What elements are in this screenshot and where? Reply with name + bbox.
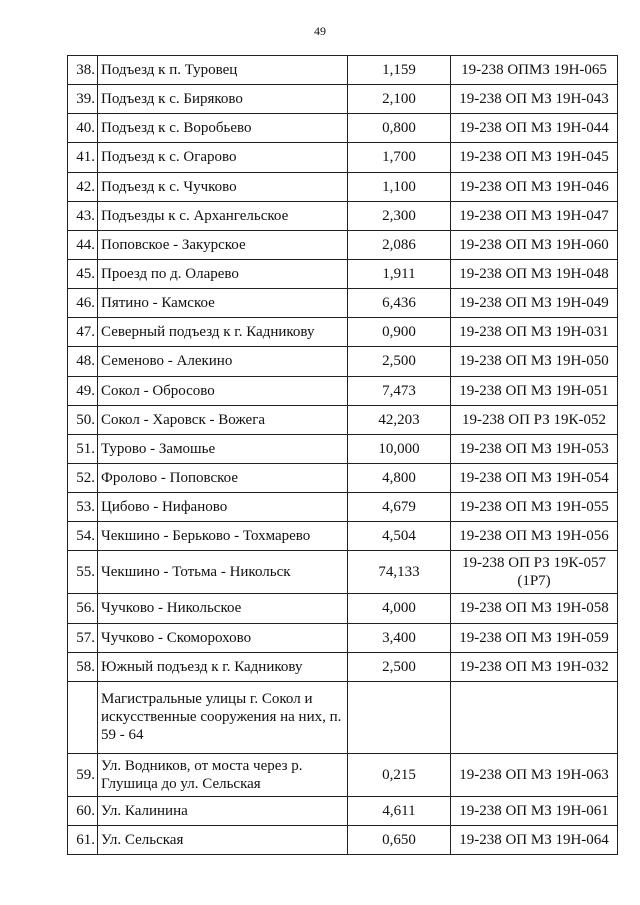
row-number: 54. (68, 522, 98, 551)
road-name: Семеново - Алекино (98, 347, 348, 376)
row-number: 48. (68, 347, 98, 376)
row-number: 40. (68, 114, 98, 143)
road-code: 19-238 ОП МЗ 19Н-050 (451, 347, 618, 376)
road-name: Пятино - Камское (98, 289, 348, 318)
roads-table (67, 55, 618, 855)
row-number: 52. (68, 463, 98, 492)
table-row (68, 201, 618, 230)
road-code: 19-238 ОП МЗ 19Н-046 (451, 172, 618, 201)
road-length: 0,650 (348, 825, 451, 854)
road-length (348, 681, 451, 753)
road-code: 19-238 ОП МЗ 19Н-053 (451, 434, 618, 463)
row-number: 47. (68, 318, 98, 347)
road-name: Подъезд к с. Огарово (98, 143, 348, 172)
row-number: 50. (68, 405, 98, 434)
row-number: 38. (68, 56, 98, 85)
section-header-row (68, 681, 618, 753)
table-row (68, 753, 618, 796)
road-code: 19-238 ОПМЗ 19Н-065 (451, 56, 618, 85)
table-row (68, 318, 618, 347)
road-code: 19-238 ОП МЗ 19Н-032 (451, 652, 618, 681)
table-row (68, 796, 618, 825)
row-number: 51. (68, 434, 98, 463)
road-name: Чучково - Никольское (98, 594, 348, 623)
road-length: 10,000 (348, 434, 451, 463)
road-code: 19-238 ОП МЗ 19Н-044 (451, 114, 618, 143)
road-length: 1,100 (348, 172, 451, 201)
table-row (68, 289, 618, 318)
road-length: 4,611 (348, 796, 451, 825)
road-code: 19-238 ОП МЗ 19Н-048 (451, 259, 618, 288)
table-row (68, 143, 618, 172)
road-code: 19-238 ОП МЗ 19Н-063 (451, 753, 618, 796)
row-number: 41. (68, 143, 98, 172)
row-number: 56. (68, 594, 98, 623)
table-row (68, 463, 618, 492)
row-number: 57. (68, 623, 98, 652)
row-number: 49. (68, 376, 98, 405)
road-length: 0,900 (348, 318, 451, 347)
road-length: 0,800 (348, 114, 451, 143)
road-length: 7,473 (348, 376, 451, 405)
road-code: 19-238 ОП МЗ 19Н-061 (451, 796, 618, 825)
road-code: 19-238 ОП МЗ 19Н-031 (451, 318, 618, 347)
road-code (451, 681, 618, 753)
road-code: 19-238 ОП МЗ 19Н-060 (451, 230, 618, 259)
road-code: 19-238 ОП МЗ 19Н-049 (451, 289, 618, 318)
road-name: Цибово - Нифаново (98, 493, 348, 522)
road-code: 19-238 ОП РЗ 19К-052 (451, 405, 618, 434)
table-row (68, 434, 618, 463)
road-length: 2,100 (348, 85, 451, 114)
road-name: Подъезды к с. Архангельское (98, 201, 348, 230)
table-row (68, 347, 618, 376)
road-name: Подъезд к с. Воробьево (98, 114, 348, 143)
road-code: 19-238 ОП МЗ 19Н-056 (451, 522, 618, 551)
road-code: 19-238 ОП МЗ 19Н-055 (451, 493, 618, 522)
row-number: 61. (68, 825, 98, 854)
page-number: 49 (314, 24, 326, 38)
road-code: 19-238 ОП РЗ 19К-057 (1Р7) (451, 551, 618, 594)
road-name: Чекшино - Берьково - Тохмарево (98, 522, 348, 551)
row-number: 58. (68, 652, 98, 681)
row-number: 53. (68, 493, 98, 522)
row-number: 55. (68, 551, 98, 594)
table-row (68, 405, 618, 434)
row-number: 43. (68, 201, 98, 230)
table-row (68, 376, 618, 405)
road-length: 2,086 (348, 230, 451, 259)
table-row (68, 594, 618, 623)
table-row (68, 551, 618, 594)
table-row (68, 623, 618, 652)
road-length: 74,133 (348, 551, 451, 594)
road-length: 42,203 (348, 405, 451, 434)
road-code: 19-238 ОП МЗ 19Н-047 (451, 201, 618, 230)
road-length: 6,436 (348, 289, 451, 318)
road-length: 4,000 (348, 594, 451, 623)
road-name: Подъезд к с. Биряково (98, 85, 348, 114)
road-length: 3,400 (348, 623, 451, 652)
road-code: 19-238 ОП МЗ 19Н-058 (451, 594, 618, 623)
table-row (68, 825, 618, 854)
road-code: 19-238 ОП МЗ 19Н-059 (451, 623, 618, 652)
road-code: 19-238 ОП МЗ 19Н-054 (451, 463, 618, 492)
row-number (68, 681, 98, 753)
table-row (68, 259, 618, 288)
road-name: Сокол - Харовск - Вожега (98, 405, 348, 434)
road-name: Поповское - Закурское (98, 230, 348, 259)
row-number: 60. (68, 796, 98, 825)
road-name: Ул. Сельская (98, 825, 348, 854)
row-number: 59. (68, 753, 98, 796)
road-name: Северный подъезд к г. Кадникову (98, 318, 348, 347)
road-code: 19-238 ОП МЗ 19Н-064 (451, 825, 618, 854)
table-row (68, 652, 618, 681)
road-name: Подъезд к п. Туровец (98, 56, 348, 85)
road-length: 2,300 (348, 201, 451, 230)
row-number: 46. (68, 289, 98, 318)
section-title: Магистральные улицы г. Сокол и искусственные сооружения на них, п. 59 - 64 (98, 681, 348, 753)
table-row (68, 56, 618, 85)
road-name: Ул. Калинина (98, 796, 348, 825)
road-code: 19-238 ОП МЗ 19Н-051 (451, 376, 618, 405)
table-row (68, 230, 618, 259)
road-length: 1,159 (348, 56, 451, 85)
road-name: Подъезд к с. Чучково (98, 172, 348, 201)
row-number: 39. (68, 85, 98, 114)
row-number: 44. (68, 230, 98, 259)
road-length: 4,504 (348, 522, 451, 551)
road-length: 1,700 (348, 143, 451, 172)
road-length: 4,679 (348, 493, 451, 522)
road-name: Чекшино - Тотьма - Никольск (98, 551, 348, 594)
road-name: Южный подъезд к г. Кадникову (98, 652, 348, 681)
road-name: Ул. Водников, от моста через р. Глушица до ул. Сельская (98, 753, 348, 796)
table-row (68, 114, 618, 143)
road-name: Сокол - Обросово (98, 376, 348, 405)
table-row (68, 85, 618, 114)
road-length: 4,800 (348, 463, 451, 492)
road-name: Фролово - Поповское (98, 463, 348, 492)
road-length: 0,215 (348, 753, 451, 796)
table-row (68, 172, 618, 201)
row-number: 45. (68, 259, 98, 288)
road-length: 1,911 (348, 259, 451, 288)
road-length: 2,500 (348, 652, 451, 681)
table-row (68, 493, 618, 522)
road-name: Проезд по д. Оларево (98, 259, 348, 288)
road-length: 2,500 (348, 347, 451, 376)
table-row (68, 522, 618, 551)
road-code: 19-238 ОП МЗ 19Н-045 (451, 143, 618, 172)
road-code: 19-238 ОП МЗ 19Н-043 (451, 85, 618, 114)
row-number: 42. (68, 172, 98, 201)
road-name: Турово - Замошье (98, 434, 348, 463)
road-name: Чучково - Скоморохово (98, 623, 348, 652)
